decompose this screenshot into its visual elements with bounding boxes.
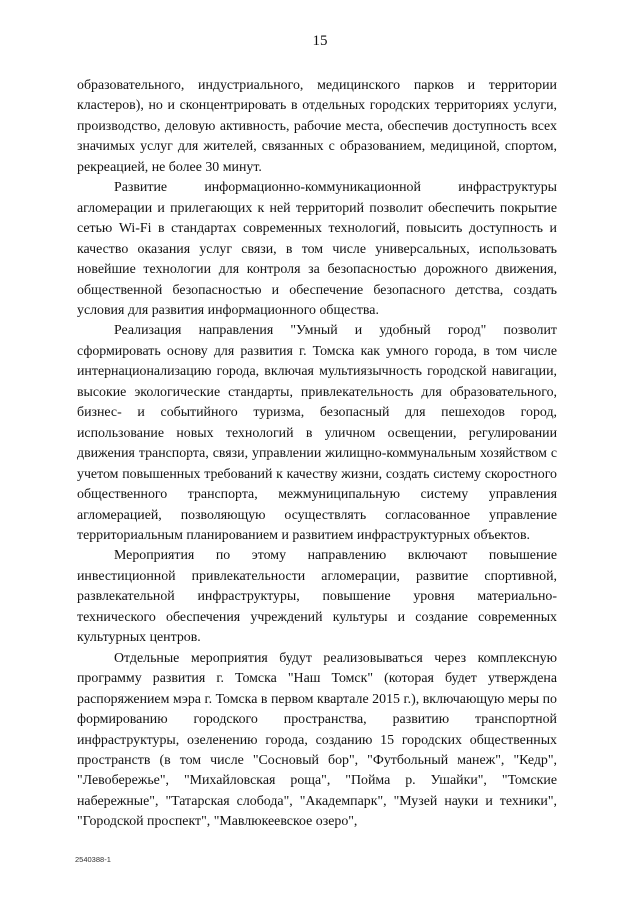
paragraph-smart-city: Реализация направления "Умный и удобный город" позволит сформировать основу для развития г. Томска как умного города, в том числе интернационализацию города, включая мультиязычность городской навигации, высокие экологические стандарты, привлекательность для образовательного, бизнес- и событийного туризма, безопасный для пешеходов город, использование новых технологий в уличном освещении, регулировании движения транспорта, связи, управлении жилищно-коммунальным хозяйством с учетом повышенных требований к качеству жизни, создать систему скоростного общественного транспорта, межмуниципальную систему управления агломерацией, позволяющую осуществлять согласованное управление территориальным планированием и развитием инфраструктурных объектов. bbox=[77, 323, 557, 543]
document-code: 2540388-1 bbox=[75, 855, 111, 864]
paragraph-nash-tomsk-program: Отдельные мероприятия будут реализовываться через комплексную программу развития г. Томска "Наш Томск" (которая будет утверждена распоряжением мэра г. Томска в первом квартале 2015 г.), включающую меры по формированию городского пространства, развитию транспортной инфраструктуры, озеленению города, созданию 15 городских общественных пространств (в том числе "Сосновый бор", "Футбольный манеж", "Кедр", "Левобережье", "Михайловская роща", "Пойма р. Ушайки", "Томские набережные", "Татарская слобода", "Академпарк", "Музей науки и техники", "Городской проспект", "Мавлюкеевское озеро", bbox=[77, 650, 557, 830]
paragraph-measures: Мероприятия по этому направлению включают повышение инвестиционной привлекательности агломерации, развитие спортивной, развлекательной инфраструктуры, повышение уровня материально-технического обеспечения учреждений культуры и создание современных культурных центров. bbox=[77, 548, 557, 646]
page-number: 15 bbox=[312, 33, 328, 49]
paragraph-continuation: образовательного, индустриального, медицинского парков и территории кластеров), но и сконцентрировать в отдельных городских территориях услуги, производство, деловую активность, рабочие места, обеспечив доступность всех значимых услуг для жителей, связанных с образованием, медициной, спортом, рекреацией, не более 30 минут. bbox=[77, 78, 557, 175]
document-body bbox=[77, 76, 557, 833]
paragraph-ict-infrastructure: Развитие информационно-коммуникационной инфраструктуры агломерации и прилегающих к ней территорий позволит обеспечить покрытие сетью Wi-Fi в стандартах современных технологий, повысить доступность и качество оказания услуг связи, в том числе универсальных, использовать новейшие технологии для контроля за безопасностью дорожного движения, общественной безопасностью и обеспечение безопасного детства, создать условия для развития информационного общества. bbox=[77, 180, 557, 318]
